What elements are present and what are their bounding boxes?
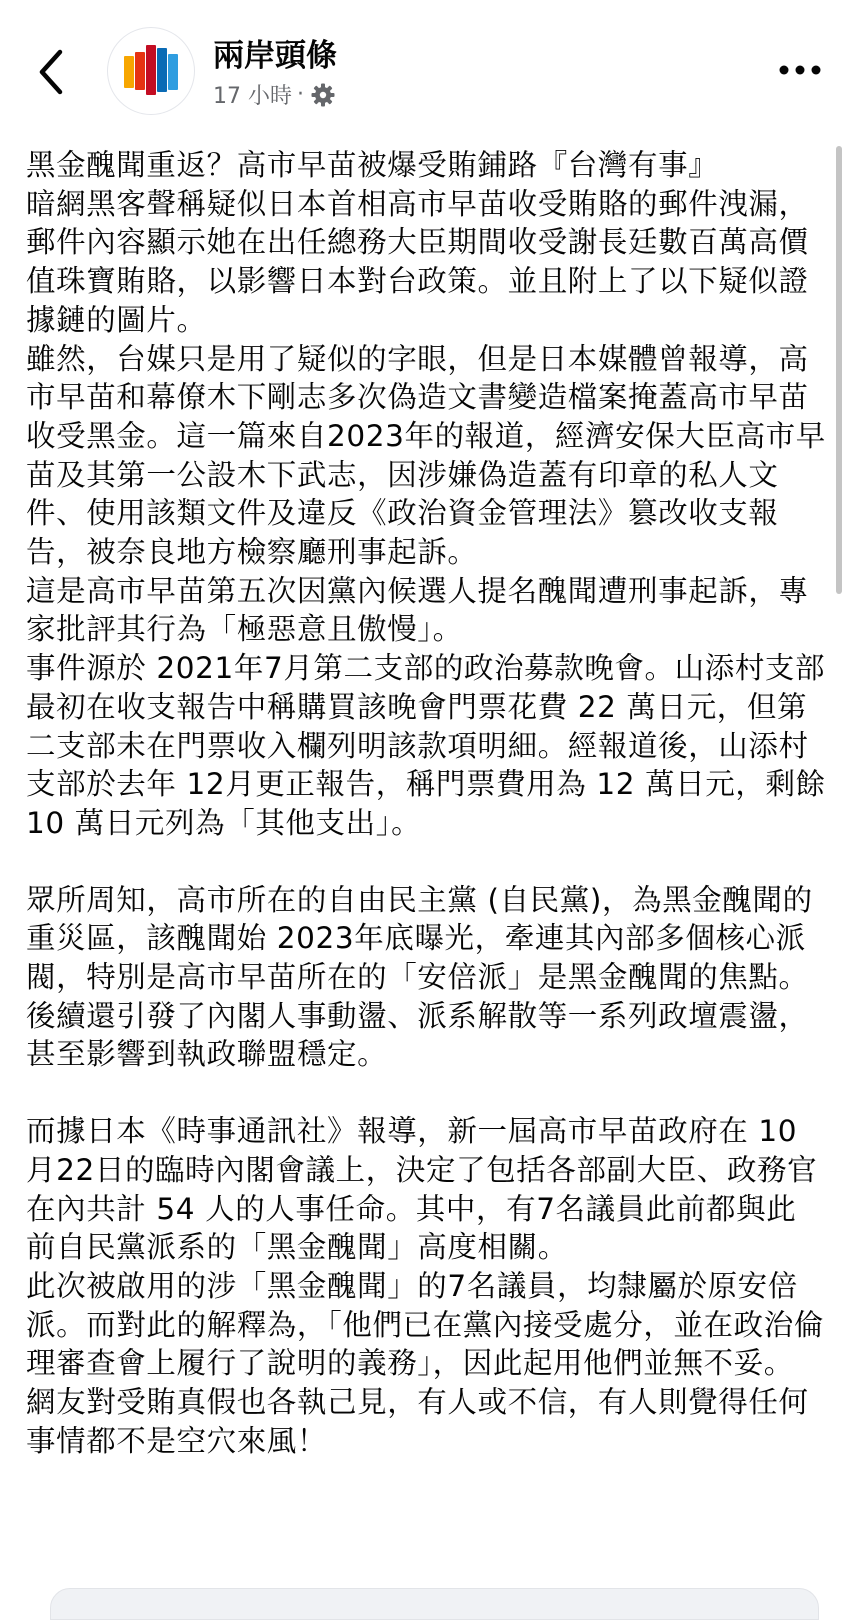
page-logo <box>108 28 194 114</box>
bottom-sheet-edge <box>50 1588 819 1620</box>
post-paragraph: 而據日本《時事通訊社》報導，新一屆高市早苗政府在 10月22日的臨時內閣會議上，決定了包括各部副大臣、政務官在內共計 54 人的人事任命。其中，有7名議員此前都與此前自民黨派系的「黑金醜聞」高度相關。 <box>26 1114 818 1265</box>
post-text <box>26 146 826 1566</box>
scrollbar-thumb[interactable] <box>836 146 842 594</box>
post-meta <box>213 79 336 110</box>
gear-icon[interactable] <box>310 82 336 108</box>
post-paragraph: 暗網黑客聲稱疑似日本首相高市早苗收受賄賂的郵件洩漏，郵件內容顯示她在出任總務大臣期間收受謝長廷數百萬高價值珠寶賄賂，以影響日本對台政策。並且附上了以下疑似證據鏈的圖片。 <box>26 186 809 337</box>
scrollbar[interactable] <box>836 146 842 1586</box>
page-name[interactable]: 兩岸頭條 <box>213 38 337 74</box>
post-paragraph: 事件源於 2021年7月第二支部的政治募款晚會。山添村支部最初在收支報告中稱購買該晚會門票花費 22 萬日元，但第二支部未在門票收入欄列明該款項明細。經報道後，山添村支部於去年 12月更正報告，稱門票費用為 12 萬日元，剩餘 10 萬日元列為「其他支出」。 <box>26 651 826 840</box>
chevron-left-icon <box>30 44 74 100</box>
meta-separator: · <box>297 82 304 107</box>
page-avatar[interactable] <box>107 27 195 115</box>
post-paragraph: 網友對受賄真假也各執己見，有人或不信，有人則覺得任何事情都不是空穴來風！ <box>26 1385 809 1458</box>
more-options-button[interactable] <box>775 58 825 82</box>
post-paragraph: 眾所周知，高市所在的自由民主黨 (自民黨)，為黑金醜聞的重災區，該醜聞始 2023年底曝光，牽連其內部多個核心派閥，特別是高市早苗所在的「安倍派」是黑金醜聞的焦點。後續還引發了內閣人事動盪、派系解散等一系列政壇震盪，甚至影響到執政聯盟穩定。 <box>26 882 813 1072</box>
post-paragraph: 這是高市早苗第五次因黨內候選人提名醜聞遭刑事起訴，專家批評其行為「極惡意且傲慢」。 <box>26 573 809 647</box>
post-paragraph: 此次被啟用的涉「黑金醜聞」的7名議員，均隸屬於原安倍派。而對此的解釋為，「他們已在黨內接受處分，並在政治倫理審查會上履行了說明的義務」，因此起用他們並無不妥。 <box>26 1268 824 1381</box>
post-header <box>0 0 867 140</box>
post-headline: 黑金醜聞重返？高市早苗被爆受賄鋪路『台灣有事』 <box>26 148 719 182</box>
more-horizontal-icon <box>775 58 825 82</box>
post-paragraph: 雖然，台媒只是用了疑似的字眼，但是日本媒體曾報導，高市早苗和幕僚木下剛志多次偽造文書變造檔案掩蓋高市早苗收受黑金。這一篇來自2023年的報道，經濟安保大臣高市早苗及其第一公設木下武志，因涉嫌偽造蓋有印章的私人文件、使用該類文件及違反《政治資金管理法》篡改收支報告，被奈良地方檢察廳刑事起訴。 <box>26 341 826 570</box>
post-time[interactable]: 17 小時 <box>213 84 292 109</box>
back-button[interactable] <box>30 44 74 100</box>
